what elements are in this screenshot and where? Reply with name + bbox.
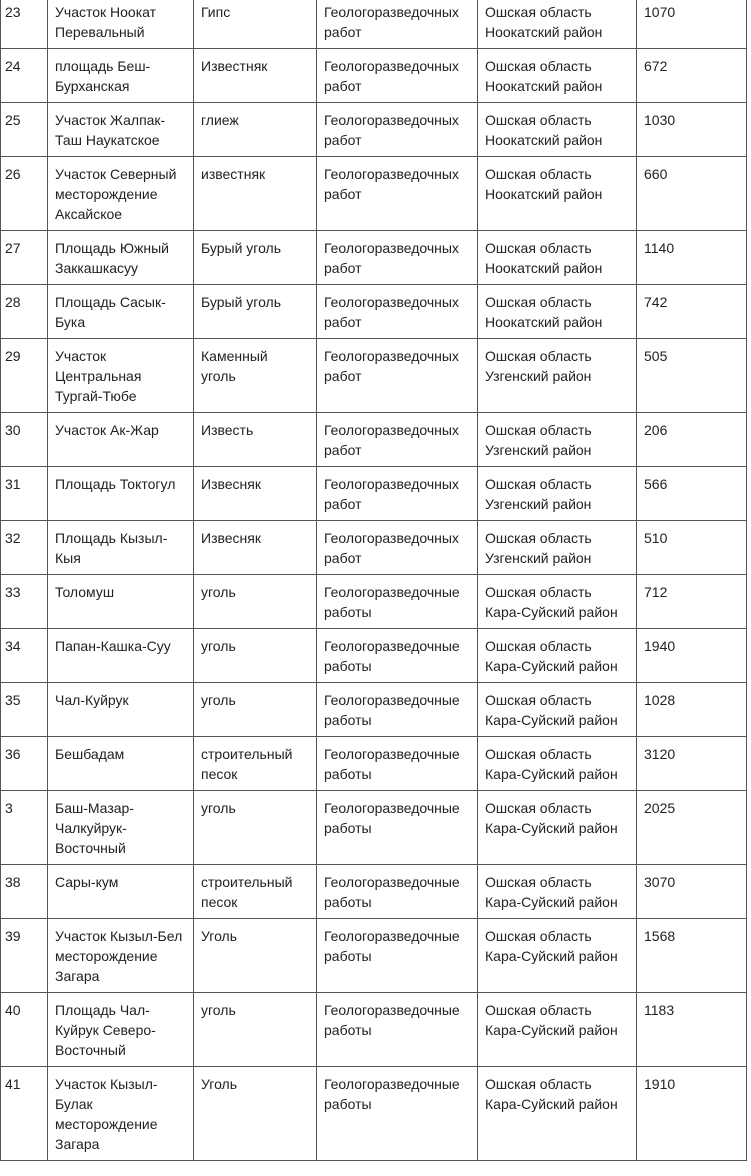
mineral-cell: Гипс [194, 0, 317, 49]
location-cell: Ошская область Ноокатский район [478, 0, 637, 49]
row-number-cell: 39 [1, 919, 48, 993]
mineral-cell: Бурый уголь [194, 285, 317, 339]
location-cell: Ошская область Узгенский район [478, 467, 637, 521]
work-type-cell: Геологоразведочные работы [317, 791, 478, 865]
site-name-cell: Толомуш [48, 575, 194, 629]
mineral-cell: Бурый уголь [194, 231, 317, 285]
table-row [1, 1067, 747, 1161]
row-number-cell: 26 [1, 157, 48, 231]
mineral-cell: известняк [194, 157, 317, 231]
work-type-cell: Геологоразведочные работы [317, 683, 478, 737]
location-cell: Ошская область Ноокатский район [478, 157, 637, 231]
mineral-cell: уголь [194, 683, 317, 737]
site-name-cell: Сары-кум [48, 865, 194, 919]
row-number-cell: 24 [1, 49, 48, 103]
mineral-cell: строительный песок [194, 865, 317, 919]
table-row [1, 339, 747, 413]
table-row [1, 467, 747, 521]
work-type-cell: Геологоразведочных работ [317, 285, 478, 339]
area-cell: 2025 [637, 791, 747, 865]
area-cell: 1030 [637, 103, 747, 157]
area-cell: 1070 [637, 0, 747, 49]
mineral-cell: уголь [194, 993, 317, 1067]
site-name-cell: Участок Центральная Тургай-Тюбе [48, 339, 194, 413]
row-number-cell: 33 [1, 575, 48, 629]
site-name-cell: Баш-Мазар- Чалкуйрук- Восточный [48, 791, 194, 865]
row-number-cell: 36 [1, 737, 48, 791]
table-row [1, 865, 747, 919]
location-cell: Ошская область Кара-Суйский район [478, 919, 637, 993]
mineral-cell: уголь [194, 791, 317, 865]
area-cell: 1568 [637, 919, 747, 993]
location-cell: Ошская область Ноокатский район [478, 285, 637, 339]
mineral-cell: Каменный уголь [194, 339, 317, 413]
row-number-cell: 41 [1, 1067, 48, 1161]
area-cell: 3070 [637, 865, 747, 919]
work-type-cell: Геологоразведочные работы [317, 737, 478, 791]
table-body [1, 0, 747, 1161]
mineral-cell: Известняк [194, 49, 317, 103]
location-cell: Ошская область Ноокатский район [478, 49, 637, 103]
area-cell: 1028 [637, 683, 747, 737]
location-cell: Ошская область Кара-Суйский район [478, 1067, 637, 1161]
table-row [1, 629, 747, 683]
site-name-cell: площадь Беш- Бурханская [48, 49, 194, 103]
site-name-cell: Участок Ак-Жар [48, 413, 194, 467]
location-cell: Ошская область Узгенский район [478, 339, 637, 413]
row-number-cell: 30 [1, 413, 48, 467]
work-type-cell: Геологоразведочных работ [317, 49, 478, 103]
row-number-cell: 32 [1, 521, 48, 575]
site-name-cell: Площадь Южный Заккашкасуу [48, 231, 194, 285]
area-cell: 1140 [637, 231, 747, 285]
site-name-cell: Площадь Сасык- Бука [48, 285, 194, 339]
area-cell: 1940 [637, 629, 747, 683]
work-type-cell: Геологоразведочных работ [317, 467, 478, 521]
row-number-cell: 35 [1, 683, 48, 737]
area-cell: 1183 [637, 993, 747, 1067]
location-cell: Ошская область Кара-Суйский район [478, 993, 637, 1067]
row-number-cell: 3 [1, 791, 48, 865]
mineral-cell: строительный песок [194, 737, 317, 791]
location-cell: Ошская область Узгенский район [478, 521, 637, 575]
table-row [1, 683, 747, 737]
mineral-cell: уголь [194, 575, 317, 629]
site-name-cell: Участок Кызыл-Бел месторождение Загара [48, 919, 194, 993]
work-type-cell: Геологоразведочных работ [317, 521, 478, 575]
table-row [1, 0, 747, 49]
work-type-cell: Геологоразведочные работы [317, 1067, 478, 1161]
work-type-cell: Геологоразведочные работы [317, 575, 478, 629]
table-row [1, 791, 747, 865]
location-cell: Ошская область Кара-Суйский район [478, 791, 637, 865]
table-row [1, 737, 747, 791]
work-type-cell: Геологоразведочных работ [317, 231, 478, 285]
site-name-cell: Бешбадам [48, 737, 194, 791]
row-number-cell: 40 [1, 993, 48, 1067]
location-cell: Ошская область Ноокатский район [478, 103, 637, 157]
work-type-cell: Геологоразведочных работ [317, 413, 478, 467]
mineral-cell: Извесняк [194, 467, 317, 521]
work-type-cell: Геологоразведочные работы [317, 865, 478, 919]
table-row [1, 157, 747, 231]
area-cell: 1910 [637, 1067, 747, 1161]
table-row [1, 49, 747, 103]
row-number-cell: 27 [1, 231, 48, 285]
table-row [1, 231, 747, 285]
location-cell: Ошская область Кара-Суйский район [478, 737, 637, 791]
row-number-cell: 25 [1, 103, 48, 157]
table-row [1, 285, 747, 339]
site-name-cell: Площадь Чал- Куйрук Северо- Восточный [48, 993, 194, 1067]
site-name-cell: Площадь Токтогул [48, 467, 194, 521]
mineral-cell: Уголь [194, 919, 317, 993]
site-name-cell: Папан-Кашка-Суу [48, 629, 194, 683]
table-row [1, 919, 747, 993]
site-name-cell: Чал-Куйрук [48, 683, 194, 737]
work-type-cell: Геологоразведочные работы [317, 629, 478, 683]
work-type-cell: Геологоразведочные работы [317, 993, 478, 1067]
area-cell: 742 [637, 285, 747, 339]
location-cell: Ошская область Узгенский район [478, 413, 637, 467]
site-name-cell: Участок Северный месторождение Аксайское [48, 157, 194, 231]
row-number-cell: 28 [1, 285, 48, 339]
area-cell: 672 [637, 49, 747, 103]
row-number-cell: 38 [1, 865, 48, 919]
table-row [1, 413, 747, 467]
location-cell: Ошская область Кара-Суйский район [478, 629, 637, 683]
site-name-cell: Участок Жалпак- Таш Наукатское [48, 103, 194, 157]
work-type-cell: Геологоразведочных работ [317, 103, 478, 157]
row-number-cell: 23 [1, 0, 48, 49]
mineral-cell: уголь [194, 629, 317, 683]
location-cell: Ошская область Кара-Суйский район [478, 575, 637, 629]
table-row [1, 103, 747, 157]
area-cell: 510 [637, 521, 747, 575]
mineral-cell: Уголь [194, 1067, 317, 1161]
table-row [1, 521, 747, 575]
mineral-cell: Извесняк [194, 521, 317, 575]
location-cell: Ошская область Ноокатский район [478, 231, 637, 285]
area-cell: 505 [637, 339, 747, 413]
row-number-cell: 34 [1, 629, 48, 683]
table-row [1, 993, 747, 1067]
work-type-cell: Геологоразведочные работы [317, 919, 478, 993]
work-type-cell: Геологоразведочных работ [317, 0, 478, 49]
area-cell: 712 [637, 575, 747, 629]
table-row [1, 575, 747, 629]
site-name-cell: Площадь Кызыл- Кыя [48, 521, 194, 575]
area-cell: 206 [637, 413, 747, 467]
row-number-cell: 29 [1, 339, 48, 413]
location-cell: Ошская область Кара-Суйский район [478, 865, 637, 919]
row-number-cell: 31 [1, 467, 48, 521]
work-type-cell: Геологоразведочных работ [317, 157, 478, 231]
mineral-cell: глиеж [194, 103, 317, 157]
location-cell: Ошская область Кара-Суйский район [478, 683, 637, 737]
site-name-cell: Участок Ноокат Перевальный [48, 0, 194, 49]
work-type-cell: Геологоразведочных работ [317, 339, 478, 413]
site-name-cell: Участок Кызыл- Булак месторождение Загара [48, 1067, 194, 1161]
area-cell: 660 [637, 157, 747, 231]
mineral-cell: Известь [194, 413, 317, 467]
area-cell: 3120 [637, 737, 747, 791]
area-cell: 566 [637, 467, 747, 521]
